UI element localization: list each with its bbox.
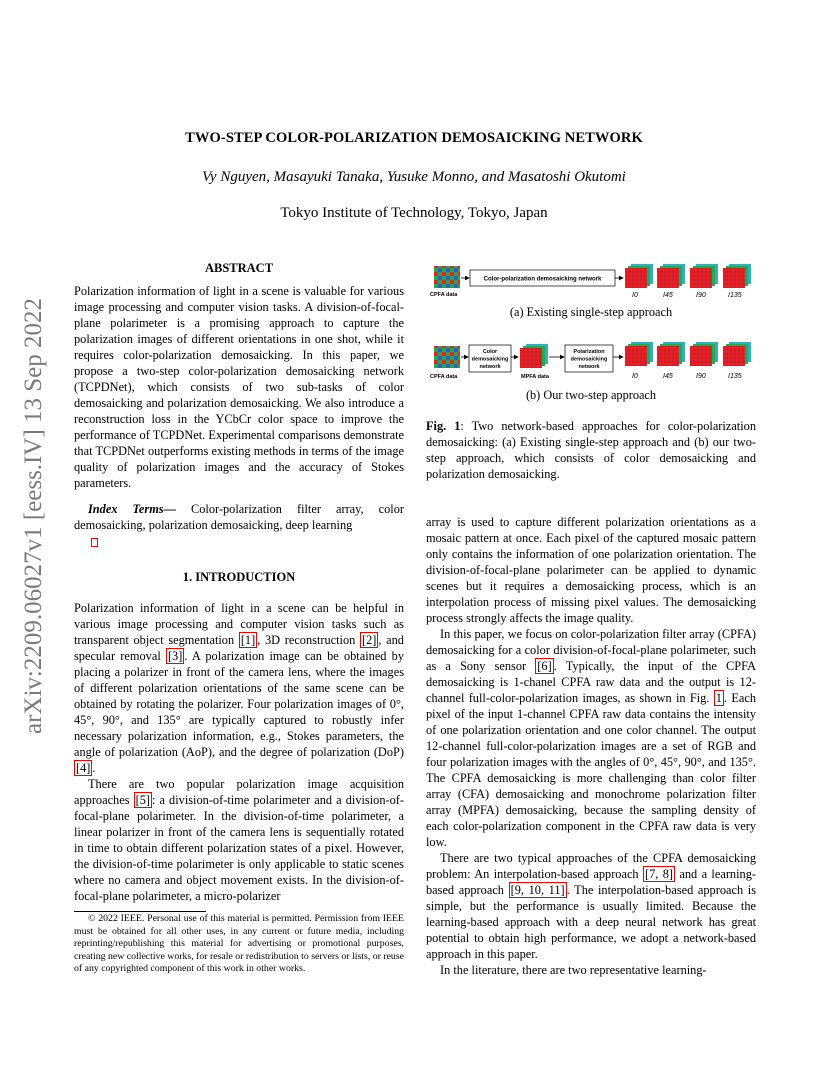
paper-title: TWO-STEP COLOR-POLARIZATION DEMOSAICKING NETWORK bbox=[185, 130, 643, 146]
link-marker[interactable] bbox=[91, 538, 98, 547]
citation-link[interactable]: [3] bbox=[167, 649, 183, 663]
citation-link[interactable]: [1] bbox=[240, 633, 256, 647]
citation-link[interactable]: [7, 8] bbox=[644, 867, 674, 881]
arxiv-stamp bbox=[14, 286, 54, 746]
citation-link[interactable]: [6] bbox=[537, 659, 552, 673]
citation-link[interactable]: [2] bbox=[362, 633, 377, 647]
body-text: and a learning-based approach bbox=[426, 867, 756, 897]
mpfa-stack bbox=[520, 344, 548, 368]
diagram-b bbox=[430, 342, 751, 380]
figure-1-diagram bbox=[426, 256, 756, 406]
output-stacks-b bbox=[625, 342, 751, 366]
body-text: In this paper, we focus on color-polarization filter array (CPFA) demosaicking for a color division-of-focal-plane polarimeter, such as a Sony sensor bbox=[426, 627, 756, 673]
intro-text: Polarization information of light in a scene can be helpful in various image processing and computer vision tasks such as transparent object segmentation bbox=[74, 601, 404, 647]
index-terms bbox=[74, 501, 404, 533]
figure-label: Fig. 1 bbox=[426, 419, 461, 433]
figure-caption-text: : Two network-based approaches for color-polarization demosaicking: (a) Existing single-step approach and (b) our two-step approach, which consists of color demosaicking and polarization demosaicking. bbox=[426, 419, 756, 481]
index-terms-label: Index Terms— bbox=[88, 502, 176, 516]
output-label-a: I90 bbox=[696, 292, 706, 299]
copyright-text: © 2022 IEEE. Personal use of this material is permitted. Permission from IEEE must be obtained for all other uses, in any current or future media, including reprinting/republishing this material for advertising or promotional purposes, creating new collective works, for resale or redistribution to servers or lists, or reuse of any copyrighted component of this work in other works. bbox=[74, 913, 404, 975]
intro-text: , 3D reconstruction bbox=[257, 633, 360, 647]
output-label-b: I45 bbox=[663, 373, 673, 380]
mpfa-label: MPFA data bbox=[521, 374, 549, 380]
intro-text: . A polarization image can be obtained by placing a polarizer in front of the camera lens, where the images of different polarization orientations of the same scene can be obtained by rotating the polarizer. Four polarization images of 0°, 45°, 90°, and 135° are typically captured to robustly infer necessary polarization information, e.g., Stokes parameters, the angle of polarization (AoP), and the degree of polarization (DoP) bbox=[74, 649, 404, 759]
intro-text: , and specular removal bbox=[74, 633, 404, 663]
color-box-line: network bbox=[479, 364, 501, 370]
figure-caption bbox=[426, 418, 756, 482]
right-column-body bbox=[426, 514, 756, 978]
body-text: . Each pixel of the input 1-channel CPFA raw data contains the intensity of one polarization orientation and one color channel. The output 12-channel full-color-polarization images are a set of RGB and four polarization images with the angles of 0°, 45°, 90°, and 135°. The CPFA demosaicking is more challenging than color filter array (CFA) demosaicking and monochrome polarization filter array (MPFA) demosaicking, because the sampling density of each color-polarization component in the CPFA raw data is very low. bbox=[426, 691, 756, 849]
intro-paragraph-1 bbox=[74, 600, 404, 776]
abstract-section bbox=[74, 260, 404, 533]
footnote-rule bbox=[74, 911, 206, 912]
output-label-b: I90 bbox=[696, 373, 706, 380]
single-step-network-label: Color-polarization demosaicking network bbox=[483, 276, 602, 283]
body-paragraph-6: In the literature, there are two representative learning- bbox=[440, 963, 707, 977]
intro-text: . bbox=[92, 761, 96, 775]
intro-paragraph-2 bbox=[74, 776, 404, 904]
body-paragraph-5 bbox=[426, 850, 756, 962]
citation-link[interactable]: [4] bbox=[76, 761, 91, 775]
output-label-b: I135 bbox=[728, 373, 742, 380]
output-label-a: I135 bbox=[728, 292, 742, 299]
body-text: . The interpolation-based approach is simple, but the performance is usually limited. Because the learning-based approach with a deep neural network has great potential to obtain high performance, we adopt a network-based approach in this paper. bbox=[426, 883, 757, 961]
abstract-text: Polarization information of light in a scene is valuable for various image processing and computer vision tasks. A division-of-focal-plane polarimeter is a promising approach to capture the polarization images of different orientations in one shot, while it requires color-polarization demosaicking. In this paper, we propose a two-step color-polarization demosaicking network (TCPDNet), which consists of two sub-tasks of color demosaicking and polarization demosaicking. We also introduce a reconstruction loss in the YCbCr color space to improve the performance of TCPDNet. Experimental comparisons demonstrate that TCPDNet outperforms existing methods in terms of the image quality of polarization images and the accuracy of Stokes parameters. bbox=[74, 284, 404, 490]
cpfa-label-a: CPFA data bbox=[430, 292, 458, 298]
polar-box-line: demosaicking bbox=[570, 356, 608, 363]
figure-link[interactable]: 1 bbox=[715, 691, 722, 705]
body-paragraph-3: array is used to capture different polarization orientations as a mosaic pattern at once. Each pixel of the captured mosaic pattern only contains the information of one polarization orientation. The division-of-focal-plane polarimeter can be applied to dynamic scenes but it requires a demosaicking process, which is an interpolation process of missing pixel values. The demosaicking process strongly affects the image quality. bbox=[426, 515, 756, 625]
body-text: . Typically, the input of the CPFA demosaicking is 1-chanel CPFA raw data and the output is 12-channel full-color-polarization images, as shown in Fig. bbox=[426, 659, 756, 705]
color-box-line: Color bbox=[482, 349, 498, 355]
intro-text: There are two popular polarization image acquisition approaches bbox=[74, 777, 404, 807]
arxiv-stamp-text: arXiv:2209.06027v1 [eess.IV] 13 Sep 2022 bbox=[20, 297, 47, 735]
polar-box-line: Polarization bbox=[573, 349, 605, 355]
polar-box-line: network bbox=[578, 364, 600, 370]
cpfa-input-image bbox=[434, 346, 460, 368]
color-box-line: demosaicking bbox=[471, 356, 509, 363]
output-label-a: I45 bbox=[663, 292, 673, 299]
paper-affiliation: Tokyo Institute of Technology, Tokyo, Japan bbox=[280, 205, 548, 221]
body-text: There are two typical approaches of the CPFA demosaicking problem: An interpolation-based approach bbox=[426, 851, 756, 881]
caption-a: (a) Existing single-step approach bbox=[509, 305, 673, 319]
body-paragraph-4 bbox=[426, 626, 756, 850]
cpfa-input-image bbox=[434, 266, 460, 288]
introduction-section bbox=[74, 569, 404, 904]
citation-link[interactable]: [5] bbox=[135, 793, 150, 807]
copyright-notice bbox=[74, 913, 404, 976]
caption-b: (b) Our two-step approach bbox=[525, 388, 657, 402]
index-terms-text: Color-polarization filter array, color demosaicking, polarization demosaicking, deep learning bbox=[74, 502, 404, 532]
output-label-a: I0 bbox=[632, 292, 638, 299]
output-label-b: I0 bbox=[632, 373, 638, 380]
intro-text: : a division-of-time polarimeter and a division-of-focal-plane polarimeter. In the division-of-time polarimeter, a linear polarizer in front of the camera lens is sequentially rotated in time to obtain different polarization states of a pixel. However, the division-of-time polarimeter is only applicable to static scenes where no camera and object movement exists. In the division-of-focal-plane polarimeter, a micro-polarizer bbox=[74, 793, 405, 903]
diagram-a bbox=[430, 264, 751, 299]
introduction-heading: 1. INTRODUCTION bbox=[182, 570, 296, 584]
citation-link[interactable]: [9, 10, 11] bbox=[510, 883, 565, 897]
cpfa-label-b: CPFA data bbox=[430, 374, 458, 380]
abstract-heading: ABSTRACT bbox=[204, 261, 274, 275]
output-stacks-a bbox=[625, 264, 751, 288]
paper-authors: Vy Nguyen, Masayuki Tanaka, Yusuke Monno, and Masatoshi Okutomi bbox=[202, 169, 626, 185]
